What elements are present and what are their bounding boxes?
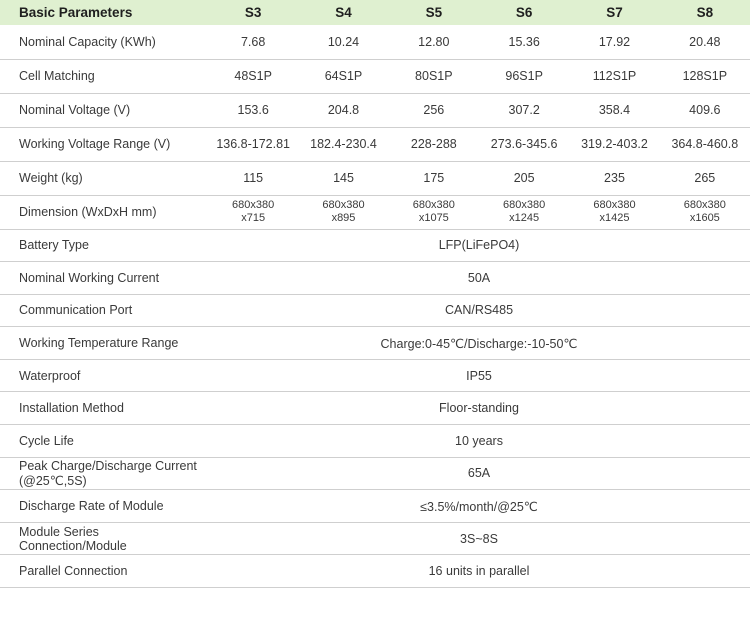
row-label: Module Series Connection/Module — [19, 524, 127, 553]
dimension-line2: x1605 — [689, 212, 720, 224]
header-model: S8 — [696, 5, 714, 20]
row-label: Nominal Capacity (KWh) — [19, 34, 156, 49]
table-row-shared — [0, 359, 750, 392]
table-row — [0, 161, 750, 195]
cell-value: 409.6 — [689, 103, 721, 117]
cell-value — [660, 195, 750, 229]
cell-value: 256 — [423, 103, 445, 117]
row-label: Discharge Rate of Module — [19, 499, 164, 514]
cell-value: 204.8 — [327, 103, 360, 117]
table-row-shared — [0, 392, 750, 425]
cell-value: 10.24 — [327, 34, 360, 49]
cell-value: 12.80 — [418, 34, 450, 49]
shared-value: CAN/RS485 — [444, 303, 514, 318]
header-model: S4 — [335, 5, 352, 20]
cell-value: 145 — [333, 171, 354, 185]
dimension-line1: 680x380 — [683, 199, 726, 211]
shared-value: Floor-standing — [439, 401, 519, 416]
cell-value — [569, 195, 659, 229]
cell-value: 153.6 — [237, 103, 269, 117]
cell-value: 136.8-172.81 — [216, 137, 290, 151]
row-label: Waterproof — [19, 368, 81, 383]
table-row — [0, 93, 750, 127]
cell-value: 273.6-345.6 — [490, 137, 558, 151]
shared-value: Charge:0-45℃/Discharge:-10-50℃ — [380, 336, 578, 351]
cell-value: 17.92 — [598, 34, 631, 49]
row-label: Weight (kg) — [19, 171, 83, 185]
cell-value: 205 — [513, 171, 535, 185]
cell-value — [479, 195, 569, 229]
cell-value: 265 — [694, 171, 716, 185]
cell-value: 64S1P — [324, 69, 363, 83]
cell-value: 182.4-230.4 — [310, 137, 377, 151]
cell-value: 364.8-460.8 — [671, 137, 739, 151]
header-title: Basic Parameters — [19, 5, 133, 20]
header-model: S7 — [606, 5, 623, 20]
row-label: Parallel Connection — [19, 564, 128, 579]
cell-value: 20.48 — [689, 34, 721, 49]
cell-value: 7.68 — [240, 34, 266, 49]
row-label: Nominal Voltage (V) — [19, 103, 131, 117]
dimension-line1: 680x380 — [593, 199, 636, 211]
dimension-line2: x895 — [331, 212, 356, 224]
cell-value — [208, 195, 298, 229]
row-label: Communication Port — [19, 303, 133, 318]
header-model: S5 — [425, 5, 443, 20]
table-row-shared — [0, 522, 750, 555]
shared-value: LFP(LiFePO4) — [438, 238, 520, 253]
cell-value: 80S1P — [415, 69, 453, 83]
table-row-shared — [0, 425, 750, 458]
cell-value: 115 — [243, 171, 264, 185]
row-label: Peak Charge/Discharge Current (@25℃,5S) — [19, 458, 197, 488]
header-model: S6 — [515, 5, 533, 20]
row-label: Working Temperature Range — [19, 336, 179, 351]
shared-value: 50A — [467, 270, 491, 285]
cell-value: 112S1P — [592, 69, 637, 83]
shared-value: IP55 — [466, 368, 492, 383]
table-row-shared — [0, 294, 750, 327]
table-row-shared — [0, 262, 750, 295]
table-row-dimension — [0, 195, 750, 229]
dimension-line1: 680x380 — [503, 199, 546, 211]
table-row — [0, 127, 750, 161]
shared-value: 65A — [467, 466, 491, 481]
shared-value: 16 units in parallel — [428, 564, 530, 579]
cell-value: 228-288 — [410, 137, 457, 151]
dimension-line2: x1075 — [418, 212, 449, 224]
row-label: Dimension (WxDxH mm) — [19, 205, 157, 219]
row-label: Working Voltage Range (V) — [19, 137, 171, 151]
cell-value: 307.2 — [508, 103, 540, 117]
header-model: S3 — [244, 5, 262, 20]
table-row — [0, 25, 750, 59]
cell-value: 128S1P — [682, 69, 728, 83]
dimension-line1: 680x380 — [322, 199, 365, 211]
row-label: Cell Matching — [19, 69, 95, 83]
shared-value: 3S~8S — [460, 531, 498, 546]
cell-value: 48S1P — [234, 69, 272, 83]
cell-value — [298, 195, 388, 229]
dimension-line2: x1425 — [599, 212, 630, 224]
table-row-shared — [0, 555, 750, 588]
table-row-shared — [0, 229, 750, 262]
row-label: Installation Method — [19, 401, 124, 416]
table-row-shared — [0, 327, 750, 360]
header-row — [0, 0, 750, 25]
dimension-line1: 680x380 — [412, 199, 455, 211]
cell-value: 358.4 — [598, 103, 631, 117]
dimension-line2: x1245 — [509, 212, 540, 224]
shared-value: ≤3.5%/month/@25℃ — [420, 499, 538, 514]
cell-value: 175 — [423, 171, 445, 185]
table-row — [0, 59, 750, 93]
cell-value — [389, 195, 479, 229]
row-label: Battery Type — [19, 238, 89, 253]
shared-value: 10 years — [455, 433, 503, 448]
cell-value: 235 — [604, 171, 625, 185]
dimension-line2: x715 — [241, 212, 266, 224]
dimension-line1: 680x380 — [232, 199, 275, 211]
cell-value: 15.36 — [508, 34, 540, 49]
row-label: Cycle Life — [19, 433, 74, 448]
row-label: Nominal Working Current — [19, 270, 160, 285]
cell-value: 319.2-403.2 — [581, 137, 648, 151]
table-row-shared — [0, 457, 750, 490]
table-row-shared — [0, 490, 750, 523]
cell-value: 96S1P — [505, 69, 543, 83]
